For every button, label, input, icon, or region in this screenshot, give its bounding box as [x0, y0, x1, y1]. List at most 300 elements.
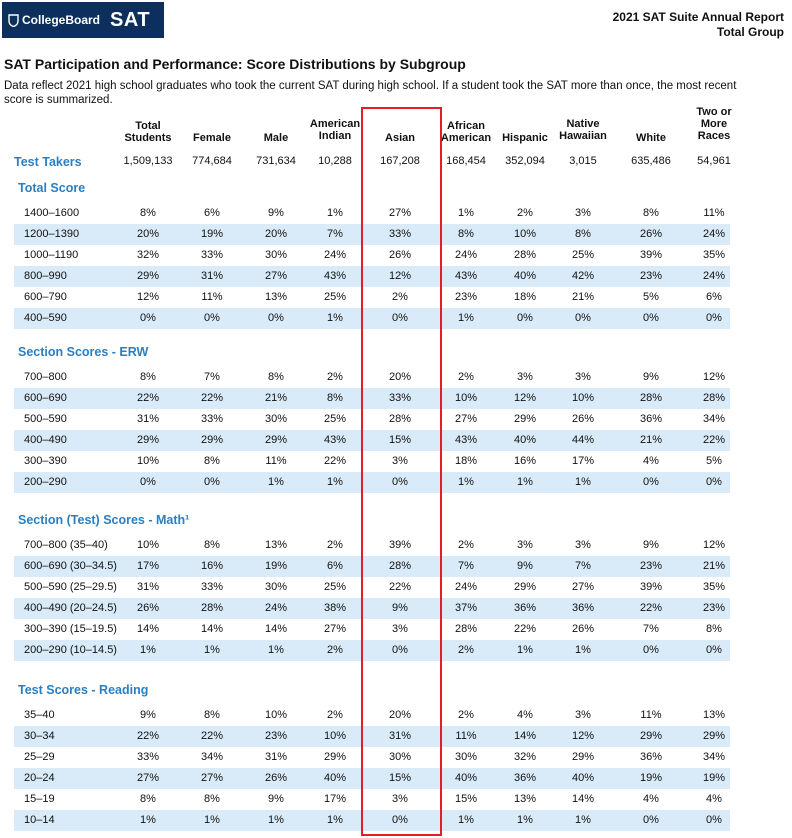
row-label: 1200–1390 — [24, 228, 80, 240]
table-cell: 0% — [204, 312, 220, 324]
table-cell: 29% — [513, 413, 537, 425]
table-cell: 22% — [388, 581, 412, 593]
table-cell: 24% — [454, 249, 478, 261]
table-cell: 8% — [268, 371, 284, 383]
table-cell: 0% — [204, 476, 220, 488]
table-cell: 26% — [571, 413, 595, 425]
table-cell: 18% — [454, 455, 478, 467]
table-cell: 10% — [323, 730, 347, 742]
table-cell: 1% — [575, 814, 591, 826]
table-cell: 36% — [571, 602, 595, 614]
table-row — [14, 308, 730, 329]
table-cell: 2% — [327, 644, 343, 656]
table-cell: 0% — [706, 644, 722, 656]
table-cell: 8% — [706, 623, 722, 635]
table-cell: 0% — [643, 476, 659, 488]
page-description: Data reflect 2021 high school graduates who took the current SAT during high school. If a student took the SAT more than once, the most recent score is summarized. — [4, 80, 737, 106]
row-label: 500–590 — [24, 413, 67, 425]
table-cell: 27% — [136, 772, 160, 784]
table-cell: 21% — [639, 434, 663, 446]
row-label: 25–29 — [24, 751, 55, 763]
table-cell: 8% — [140, 207, 156, 219]
table-cell: 8% — [204, 793, 220, 805]
table-cell: 0% — [392, 476, 408, 488]
table-cell: 20% — [388, 709, 412, 721]
table-cell: 33% — [200, 249, 224, 261]
collegeboard-text: CollegeBoard — [22, 13, 101, 27]
table-cell: 4% — [517, 709, 533, 721]
table-cell: 24% — [702, 228, 726, 240]
table-cell: 9% — [517, 560, 533, 572]
table-row — [14, 287, 730, 308]
table-cell: 10% — [454, 392, 478, 404]
table-cell: 1% — [327, 312, 343, 324]
table-cell: 36% — [513, 772, 537, 784]
table-cell: 8% — [643, 207, 659, 219]
table-cell: 33% — [388, 392, 412, 404]
table-cell: 22% — [200, 730, 224, 742]
table-cell: 15% — [454, 793, 478, 805]
table-cell: 21% — [702, 560, 726, 572]
table-cell: 29% — [136, 270, 160, 282]
page-title: SAT Participation and Performance: Score Distributions by Subgroup — [4, 56, 466, 72]
table-cell: 40% — [513, 434, 537, 446]
table-cell: 43% — [323, 434, 347, 446]
table-cell: 39% — [388, 539, 412, 551]
table-cell: 29% — [702, 730, 726, 742]
row-label: 800–990 — [24, 270, 67, 282]
row-label: 400–490 — [24, 434, 67, 446]
table-cell: 27% — [388, 207, 412, 219]
table-cell: 11% — [201, 291, 223, 303]
row-label: 200–290 (10–14.5) — [24, 644, 117, 656]
table-cell: 13% — [264, 291, 288, 303]
row-label: 500–590 (25–29.5) — [24, 581, 117, 593]
row-label: 15–19 — [24, 793, 55, 805]
table-cell: 1% — [140, 814, 156, 826]
table-cell: 1% — [458, 207, 474, 219]
table-cell: 7% — [458, 560, 474, 572]
table-cell: 17% — [136, 560, 160, 572]
table-row — [14, 556, 730, 577]
table-cell: 1% — [575, 644, 591, 656]
table-row — [14, 726, 730, 747]
table-cell: 30% — [264, 581, 288, 593]
table-cell: 31% — [136, 581, 160, 593]
column-header-line: American — [440, 132, 492, 144]
table-cell: 8% — [204, 709, 220, 721]
table-cell: 26% — [639, 228, 663, 240]
table-cell: 19% — [264, 560, 288, 572]
table-cell: 1% — [458, 476, 474, 488]
table-cell: 6% — [706, 291, 722, 303]
table-cell: 1% — [517, 644, 533, 656]
table-cell: 22% — [323, 455, 347, 467]
table-cell: 9% — [140, 709, 156, 721]
table-cell: 1% — [327, 476, 343, 488]
table-cell: 22% — [136, 730, 160, 742]
table-cell: 27% — [200, 772, 224, 784]
table-cell: 13% — [264, 539, 288, 551]
table-cell: 17% — [571, 455, 595, 467]
table-cell: 16% — [200, 560, 224, 572]
table-cell: 26% — [388, 249, 412, 261]
table-row — [14, 535, 730, 556]
table-cell: 7% — [575, 560, 591, 572]
table-cell: 28% — [388, 560, 412, 572]
column-header — [441, 120, 491, 144]
table-cell: 35% — [702, 581, 726, 593]
column-header-line: Hawaiian — [559, 130, 607, 142]
table-row — [14, 598, 730, 619]
test-takers-cell: 352,094 — [505, 155, 545, 167]
row-label: 10–14 — [24, 814, 55, 826]
table-cell: 2% — [458, 371, 474, 383]
table-cell: 27% — [454, 413, 478, 425]
row-label: 35–40 — [24, 709, 55, 721]
table-cell: 9% — [643, 371, 659, 383]
table-cell: 2% — [392, 291, 408, 303]
table-cell: 22% — [200, 392, 224, 404]
table-cell: 28% — [702, 392, 726, 404]
table-cell: 27% — [571, 581, 595, 593]
table-cell: 0% — [268, 312, 284, 324]
test-takers-cell: 168,454 — [446, 155, 486, 167]
table-cell: 8% — [140, 371, 156, 383]
table-cell: 14% — [136, 623, 160, 635]
table-cell: 1% — [268, 814, 284, 826]
row-label: 300–390 (15–19.5) — [24, 623, 117, 635]
table-cell: 2% — [517, 207, 533, 219]
row-label: 600–790 — [24, 291, 67, 303]
table-cell: 43% — [454, 434, 478, 446]
table-cell: 1% — [268, 476, 284, 488]
table-cell: 23% — [639, 560, 663, 572]
table-cell: 10% — [571, 392, 595, 404]
column-header — [559, 118, 607, 142]
table-cell: 17% — [323, 793, 347, 805]
report-group: Total Group — [716, 25, 784, 39]
table-cell: 40% — [323, 772, 347, 784]
row-label: 1000–1190 — [24, 249, 79, 261]
table-cell: 0% — [392, 312, 408, 324]
collegeboard-sat-logo — [2, 2, 164, 38]
table-cell: 12% — [702, 539, 726, 551]
table-cell: 20% — [136, 228, 160, 240]
table-cell: 0% — [643, 644, 659, 656]
table-cell: 9% — [643, 539, 659, 551]
test-takers-cell: 54,961 — [697, 155, 731, 167]
table-cell: 42% — [571, 270, 595, 282]
table-cell: 22% — [513, 623, 537, 635]
table-cell: 33% — [200, 581, 224, 593]
table-cell: 40% — [571, 772, 595, 784]
table-cell: 25% — [323, 291, 347, 303]
table-cell: 29% — [571, 751, 595, 763]
table-cell: 22% — [639, 602, 663, 614]
table-cell: 35% — [702, 249, 726, 261]
table-cell: 6% — [204, 207, 220, 219]
table-cell: 31% — [136, 413, 160, 425]
row-label: 20–24 — [24, 772, 55, 784]
table-cell: 0% — [140, 476, 156, 488]
table-cell: 0% — [392, 814, 408, 826]
table-cell: 1% — [517, 476, 533, 488]
section-title: Total Score — [18, 181, 86, 195]
table-cell: 8% — [140, 793, 156, 805]
table-cell: 27% — [264, 270, 288, 282]
table-cell: 2% — [327, 709, 343, 721]
column-header-line: Students — [124, 132, 172, 144]
table-cell: 29% — [639, 730, 663, 742]
table-cell: 11% — [455, 730, 477, 742]
table-cell: 0% — [643, 312, 659, 324]
table-cell: 3% — [575, 371, 591, 383]
table-cell: 31% — [388, 730, 412, 742]
table-cell: 19% — [639, 772, 663, 784]
table-cell: 7% — [327, 228, 343, 240]
row-label: 400–590 — [24, 312, 67, 324]
table-cell: 43% — [454, 270, 478, 282]
table-cell: 5% — [643, 291, 659, 303]
table-cell: 40% — [513, 270, 537, 282]
table-cell: 3% — [575, 539, 591, 551]
table-cell: 27% — [323, 623, 347, 635]
test-takers-cell: 774,684 — [192, 155, 232, 167]
test-takers-label: Test Takers — [14, 155, 82, 169]
table-cell: 33% — [136, 751, 160, 763]
table-cell: 44% — [571, 434, 595, 446]
row-label: 200–290 — [24, 476, 67, 488]
column-header-line: Races — [697, 130, 731, 142]
table-cell: 22% — [702, 434, 726, 446]
table-row — [14, 747, 730, 768]
column-header-line: More — [700, 118, 728, 130]
table-cell: 31% — [264, 751, 288, 763]
table-cell: 23% — [454, 291, 478, 303]
table-cell: 7% — [643, 623, 659, 635]
table-cell: 30% — [264, 413, 288, 425]
column-header-line: Female — [193, 132, 231, 144]
table-row — [14, 789, 730, 810]
table-cell: 16% — [513, 455, 537, 467]
table-cell: 36% — [639, 751, 663, 763]
table-cell: 4% — [643, 793, 659, 805]
table-cell: 10% — [136, 539, 160, 551]
test-takers-cell: 10,288 — [318, 155, 352, 167]
table-cell: 28% — [388, 413, 412, 425]
column-header — [264, 132, 288, 144]
table-row — [14, 577, 730, 598]
table-cell: 12% — [513, 392, 537, 404]
table-cell: 0% — [706, 814, 722, 826]
table-cell: 29% — [200, 434, 224, 446]
table-cell: 3% — [392, 793, 408, 805]
table-cell: 30% — [264, 249, 288, 261]
table-cell: 19% — [200, 228, 224, 240]
table-cell: 4% — [706, 793, 722, 805]
table-cell: 9% — [392, 602, 408, 614]
table-cell: 1% — [458, 312, 474, 324]
table-cell: 12% — [571, 730, 595, 742]
table-cell: 1% — [575, 476, 591, 488]
table-row — [14, 640, 730, 661]
table-cell: 1% — [458, 814, 474, 826]
row-label: 700–800 — [24, 371, 67, 383]
table-cell: 1% — [204, 644, 220, 656]
table-cell: 1% — [140, 644, 156, 656]
table-cell: 1% — [327, 207, 343, 219]
table-cell: 33% — [200, 413, 224, 425]
table-cell: 30% — [454, 751, 478, 763]
table-cell: 3% — [575, 207, 591, 219]
table-cell: 12% — [388, 270, 412, 282]
table-cell: 8% — [327, 392, 343, 404]
table-cell: 1% — [517, 814, 533, 826]
table-cell: 38% — [323, 602, 347, 614]
test-takers-cell: 635,486 — [631, 155, 671, 167]
column-header-line: Male — [263, 132, 289, 144]
row-label: 700–800 (35–40) — [24, 539, 108, 551]
table-cell: 8% — [458, 228, 474, 240]
table-cell: 31% — [200, 270, 224, 282]
table-cell: 20% — [388, 371, 412, 383]
table-cell: 36% — [639, 413, 663, 425]
table-cell: 2% — [327, 371, 343, 383]
row-label: 300–390 — [24, 455, 67, 467]
test-takers-row — [14, 150, 730, 172]
table-cell: 19% — [702, 772, 726, 784]
table-row — [14, 203, 730, 224]
table-cell: 24% — [264, 602, 288, 614]
table-cell: 30% — [388, 751, 412, 763]
table-cell: 26% — [571, 623, 595, 635]
column-header — [310, 118, 360, 142]
table-cell: 28% — [200, 602, 224, 614]
table-row — [14, 768, 730, 789]
table-cell: 34% — [702, 751, 726, 763]
row-label: 400–490 (20–24.5) — [24, 602, 117, 614]
table-cell: 37% — [454, 602, 478, 614]
table-cell: 14% — [264, 623, 288, 635]
column-header-line: Native — [566, 118, 600, 130]
section-title: Test Scores - Reading — [18, 683, 149, 697]
table-cell: 3% — [517, 371, 533, 383]
table-cell: 8% — [204, 455, 220, 467]
column-header — [696, 106, 731, 142]
table-cell: 0% — [140, 312, 156, 324]
table-cell: 3% — [392, 623, 408, 635]
table-cell: 13% — [702, 709, 726, 721]
table-cell: 14% — [571, 793, 595, 805]
table-cell: 10% — [513, 228, 537, 240]
table-cell: 0% — [392, 644, 408, 656]
column-header — [636, 132, 666, 144]
table-cell: 39% — [639, 581, 663, 593]
table-row — [14, 266, 730, 287]
table-cell: 6% — [327, 560, 343, 572]
table-row — [14, 472, 730, 493]
table-cell: 39% — [639, 249, 663, 261]
table-cell: 43% — [323, 270, 347, 282]
shield-icon — [8, 14, 19, 27]
table-cell: 40% — [454, 772, 478, 784]
table-cell: 12% — [702, 371, 726, 383]
table-row — [14, 224, 730, 245]
table-cell: 2% — [327, 539, 343, 551]
table-cell: 2% — [458, 709, 474, 721]
table-cell: 0% — [643, 814, 659, 826]
column-header-line: American — [309, 118, 361, 130]
row-label: 600–690 (30–34.5) — [24, 560, 117, 572]
table-cell: 26% — [264, 772, 288, 784]
table-row — [14, 619, 730, 640]
table-cell: 3% — [392, 455, 408, 467]
table-cell: 14% — [200, 623, 224, 635]
table-cell: 23% — [702, 602, 726, 614]
table-row — [14, 388, 730, 409]
table-row — [14, 367, 730, 388]
column-header-line: Indian — [318, 130, 352, 142]
row-label: 600–690 — [24, 392, 67, 404]
table-cell: 0% — [706, 476, 722, 488]
collegeboard-wordmark — [8, 13, 100, 27]
section-title: Section (Test) Scores - Math¹ — [18, 513, 190, 527]
table-cell: 26% — [136, 602, 160, 614]
table-cell: 11% — [265, 455, 287, 467]
table-cell: 2% — [458, 644, 474, 656]
column-header-line: Two or — [696, 106, 732, 118]
table-cell: 23% — [639, 270, 663, 282]
test-takers-cell: 3,015 — [569, 155, 597, 167]
table-cell: 1% — [268, 644, 284, 656]
table-cell: 33% — [388, 228, 412, 240]
table-cell: 24% — [702, 270, 726, 282]
test-takers-cell: 167,208 — [380, 155, 420, 167]
table-cell: 0% — [575, 312, 591, 324]
table-cell: 7% — [204, 371, 220, 383]
report-title — [613, 10, 784, 40]
table-cell: 8% — [204, 539, 220, 551]
table-cell: 0% — [706, 312, 722, 324]
column-header-line: Hispanic — [502, 132, 548, 144]
test-takers-cell: 1,509,133 — [123, 155, 173, 167]
table-row — [14, 430, 730, 451]
test-takers-cell: 731,634 — [256, 155, 296, 167]
table-row — [14, 409, 730, 430]
column-header-line: Total — [135, 120, 161, 132]
column-header — [124, 120, 171, 144]
table-cell: 10% — [136, 455, 160, 467]
table-cell: 11% — [640, 709, 662, 721]
table-cell: 29% — [323, 751, 347, 763]
table-cell: 12% — [136, 291, 160, 303]
table-row — [14, 451, 730, 472]
table-cell: 24% — [323, 249, 347, 261]
table-cell: 3% — [517, 539, 533, 551]
table-cell: 25% — [323, 581, 347, 593]
table-cell: 18% — [513, 291, 537, 303]
row-label: 30–34 — [24, 730, 55, 742]
table-cell: 25% — [323, 413, 347, 425]
table-cell: 15% — [388, 772, 412, 784]
column-header-line: White — [636, 132, 666, 144]
table-cell: 20% — [264, 228, 288, 240]
table-cell: 15% — [388, 434, 412, 446]
table-cell: 29% — [136, 434, 160, 446]
table-cell: 9% — [268, 793, 284, 805]
table-cell: 34% — [200, 751, 224, 763]
